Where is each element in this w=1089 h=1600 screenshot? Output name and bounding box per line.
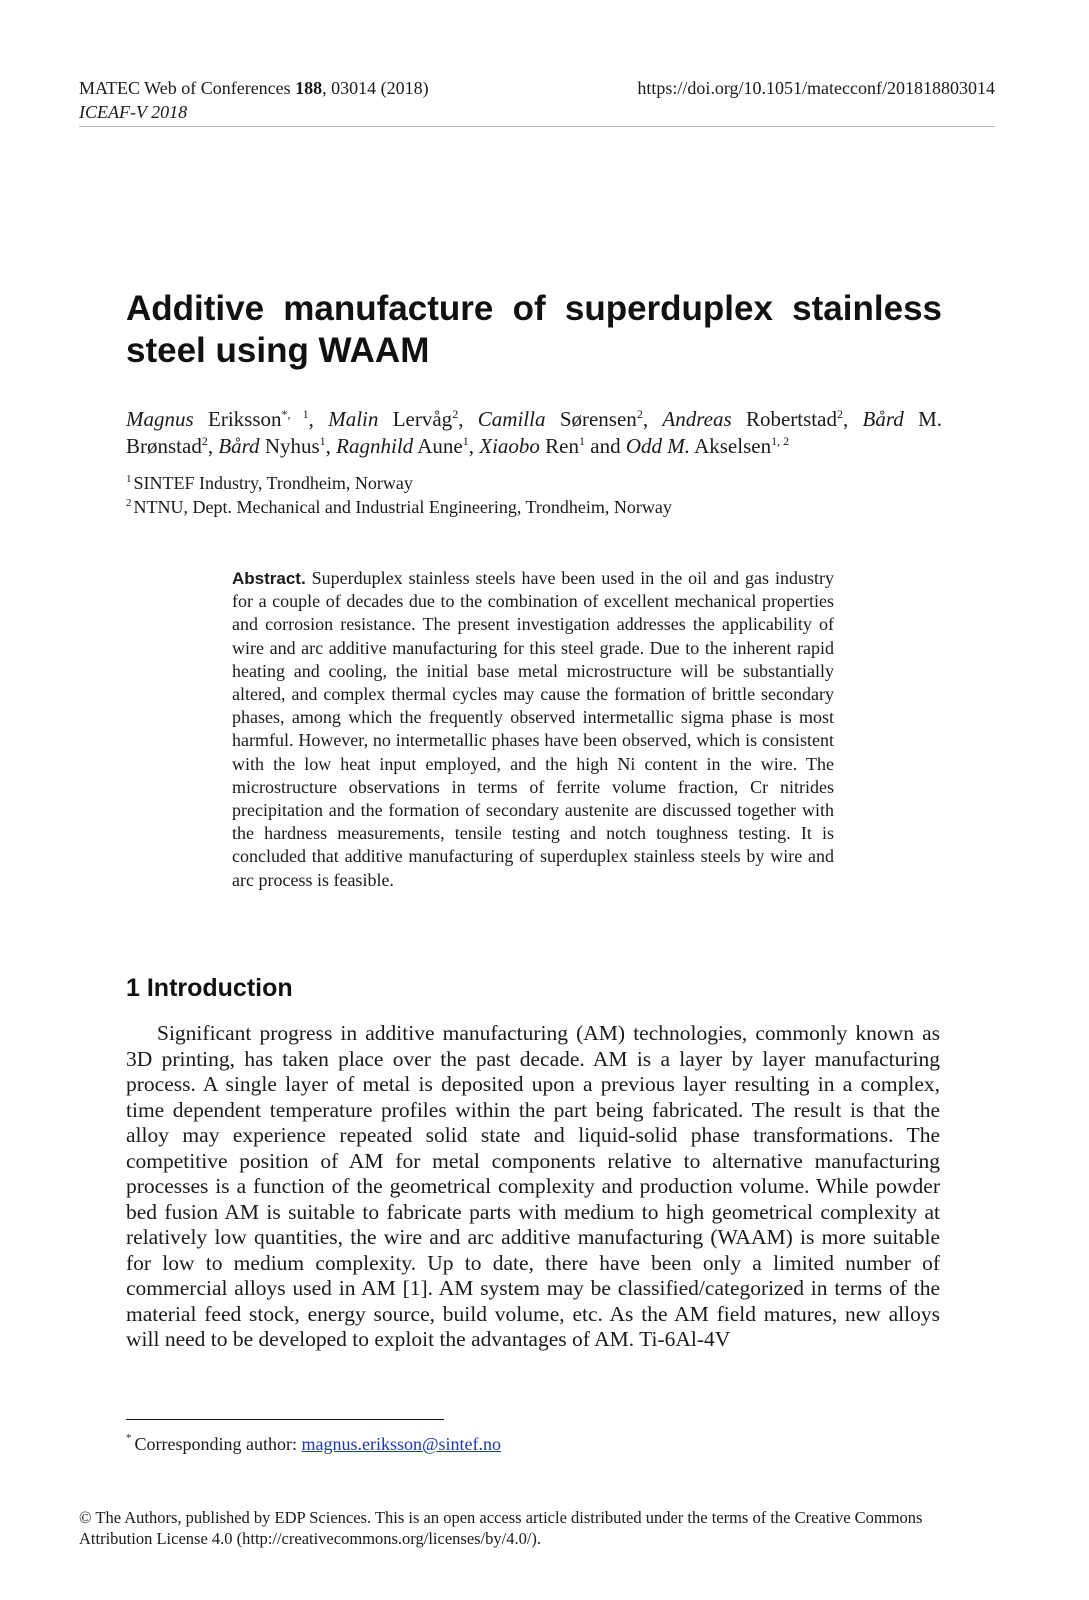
paper-title: Additive manufacture of superduplex stainless steel using WAAM [126, 289, 942, 370]
section-heading: 1 Introduction [126, 974, 293, 1002]
author-email-link[interactable]: magnus.eriksson@sintef.no [301, 1434, 502, 1454]
affiliation-mark: 1 [319, 434, 326, 448]
affiliation-2: $^2$ NTNU, Dept. Mechanical and Industrial Engineering, Trondheim, Norway [126, 497, 672, 517]
footnote-divider [126, 1419, 444, 1420]
affiliation-mark: *, 1 [281, 407, 309, 421]
author-name: Bård Nyhus$^1$ [218, 434, 326, 458]
author-name: Bård M. Brønstad$^2$ [126, 407, 943, 458]
affiliation-mark: 1, 2 [771, 434, 790, 448]
license-notice: © The Authors, published by EDP Sciences. This is an open access article distributed under the terms of the Creative Commons Attribution License 4.0 (http://creativecommons.org/licenses/by/4.0/). [79, 1508, 923, 1548]
affiliation-mark: 1 [579, 434, 585, 448]
author-name: Xiaobo Ren$^1$ [479, 434, 585, 458]
journal-citation: MATEC Web of Conferences 188, 03014 (2018) [79, 78, 429, 98]
abstract-label: Abstract. [232, 569, 306, 588]
author-list: Magnus Eriksson$^{*, 1}$, Malin Lervåg$^2$, Camilla Sørensen$^2$, Andreas Robertstad$^2$, Bård M. Brønstad$^2$, Bård Nyhus$^1$, Ragnhild Aune$^1$, Xiaobo Ren$^1$ and Odd M. Akselsen$^{1, 2}$ [126, 407, 943, 458]
affiliation-mark: 2 [836, 407, 843, 421]
doi-link[interactable]: https://doi.org/10.1051/matecconf/201818803014 [637, 78, 995, 98]
journal-volume: 188 [295, 78, 323, 98]
affiliation-mark: 2 [452, 407, 459, 421]
author-name: Ragnhild Aune$^1$ [336, 434, 469, 458]
abstract [232, 567, 834, 892]
conference-name: ICEAF-V 2018 [79, 102, 188, 122]
author-name: Magnus Eriksson$^{*, 1}$ [126, 407, 309, 431]
affiliation-1: $^1$ SINTEF Industry, Trondheim, Norway [126, 473, 413, 493]
affiliation-mark: 2 [636, 407, 643, 421]
affiliation-mark: 1 [462, 434, 469, 448]
header-divider [79, 126, 995, 127]
author-name: Malin Lervåg$^2$ [328, 407, 459, 431]
author-name: Andreas Robertstad$^2$ [662, 407, 843, 431]
affiliation-mark: 2 [201, 434, 208, 448]
affiliations [126, 471, 942, 519]
intro-paragraph: Significant progress in additive manufacturing (AM) technologies, commonly known as 3D printing, has taken place over the past decade. AM is a layer by layer manufacturing process. A single layer of metal is deposited upon a previous layer resulting in a complex, time dependent temperature profiles within the part being fabricated. The result is that the alloy may experience repeated solid state and liquid-solid phase transformations. The competitive position of AM for metal components relative to alternative manufacturing processes is a function of the geometrical complexity and production volume. While powder bed fusion AM is suitable to fabricate parts with medium to high geometrical complexity at relatively low quantities, the wire and arc additive manufacturing (WAAM) is more suitable for low to medium complexity. Up to date, there have been only a limited number of commercial alloys used in AM [1]. AM system may be classified/categorized in terms of the material feed stock, energy source, build volume, etc. As the AM field matures, new alloys will need to be developed to exploit the advantages of AM. Ti-6Al-4V [126, 1021, 940, 1351]
abstract-text: Superduplex stainless steels have been used in the oil and gas industry for a couple of decades due to the combination of excellent mechanical properties and corrosion resistance. The present investigation addresses the applicability of wire and arc additive manufacturing for this steel grade. Due to the inherent rapid heating and cooling, the initial base metal microstructure will be substantially altered, and complex thermal cycles may cause the formation of brittle secondary phases, among which the frequently observed intermetallic sigma phase is most harmful. However, no intermetallic phases have been observed, which is consistent with the low heat input employed, and the high Ni content in the wire. The microstructure observations in terms of ferrite volume fraction, Cr nitrides precipitation and the formation of secondary austenite are discussed together with the hardness measurements, tensile testing and notch toughness testing. It is concluded that additive manufacturing of superduplex stainless steels by wire and arc process is feasible. [232, 568, 834, 890]
author-name: Camilla Sørensen$^2$ [477, 407, 643, 431]
footnote: * Corresponding author: magnus.eriksson@sintef.no [126, 1432, 502, 1454]
running-header [79, 76, 995, 128]
author-name: Odd M. Akselsen$^{1, 2}$ [625, 434, 790, 458]
